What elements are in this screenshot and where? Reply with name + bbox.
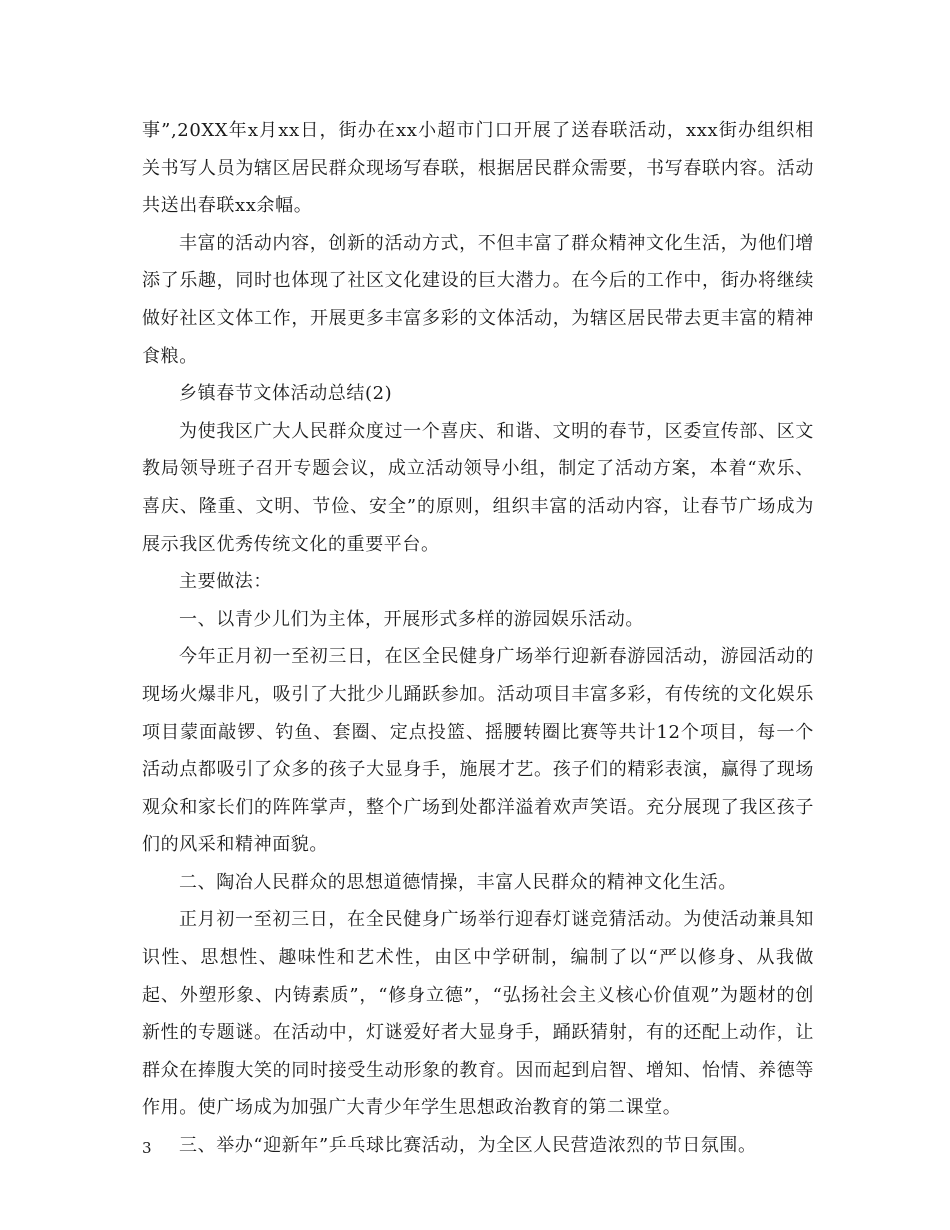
paragraph: 今年正月初一至初三日，在区全民健身广场举行迎新春游园活动，游园活动的现场火爆非凡，吸引了大批少儿踊跃参加。活动项目丰富多彩，有传统的文化娱乐项目蒙面敲锣、钓鱼、套圈、定点投篮、摇腰转圈比赛等共计12个项目，每一个活动点都吸引了众多的孩子大显身手，施展才艺。孩子们的精彩表演，赢得了现场观众和家长们的阵阵掌声，整个广场到处都洋溢着欢声笑语。充分展现了我区孩子们的风采和精神面貌。 [142,646,814,856]
list-heading: 一、以青少儿们为主体，开展形式多样的游园娱乐活动。 [179,608,644,630]
list-heading: 三、举办“迎新年”乒乓球比赛活动，为全区人民营造浓烈的节日氛围。 [179,1135,757,1157]
paragraph: 主要做法： [179,571,272,593]
paragraph: 为使我区广大人民群众度过一个喜庆、和谐、文明的春节，区委宣传部、区文教局领导班子召开专题会议，成立活动领导小组，制定了活动方案，本着“欢乐、喜庆、隆重、文明、节俭、安全”的原则，组织丰富的活动内容，让春节广场成为展示我区优秀传统文化的重要平台。 [142,420,814,555]
paragraph: 正月初一至初三日，在全民健身广场举行迎春灯谜竞猜活动。为使活动兼具知识性、思想性、趣味性和艺术性，由区中学研制，编制了以“严以修身、从我做起、外塑形象、内铸素质”，“修身立德”，“弘扬社会主义核心价值观”为题材的创新性的专题谜。在活动中，灯谜爱好者大显身手，踊跃猜射，有的还配上动作，让群众在捧腹大笑的同时接受生动形象的教育。因而起到启智、增知、怡情、养德等作用。使广场成为加强广大青少年学生思想政治教育的第二课堂。 [142,909,814,1119]
paragraph: 事”,20XX年x月xx日，街办在xx小超市门口开展了送春联活动，xxx街办组织相关书写人员为辖区居民群众现场写春联，根据居民群众需要，书写春联内容。活动共送出春联xx余幅。 [142,120,814,217]
section-title: 乡镇春节文体活动总结(2) [179,383,393,405]
paragraph: 丰富的活动内容，创新的活动方式，不但丰富了群众精神文化生活，为他们增添了乐趣，同时也体现了社区文化建设的巨大潜力。在今后的工作中，街办将继续做好社区文体工作，开展更多丰富多彩的文体活动，为辖区居民带去更丰富的精神食粮。 [142,232,814,367]
document-body [142,112,814,1165]
list-heading: 二、陶冶人民群众的思想道德情操，丰富人民群众的精神文化生活。 [179,871,737,893]
page-number: 3 [142,1139,152,1157]
